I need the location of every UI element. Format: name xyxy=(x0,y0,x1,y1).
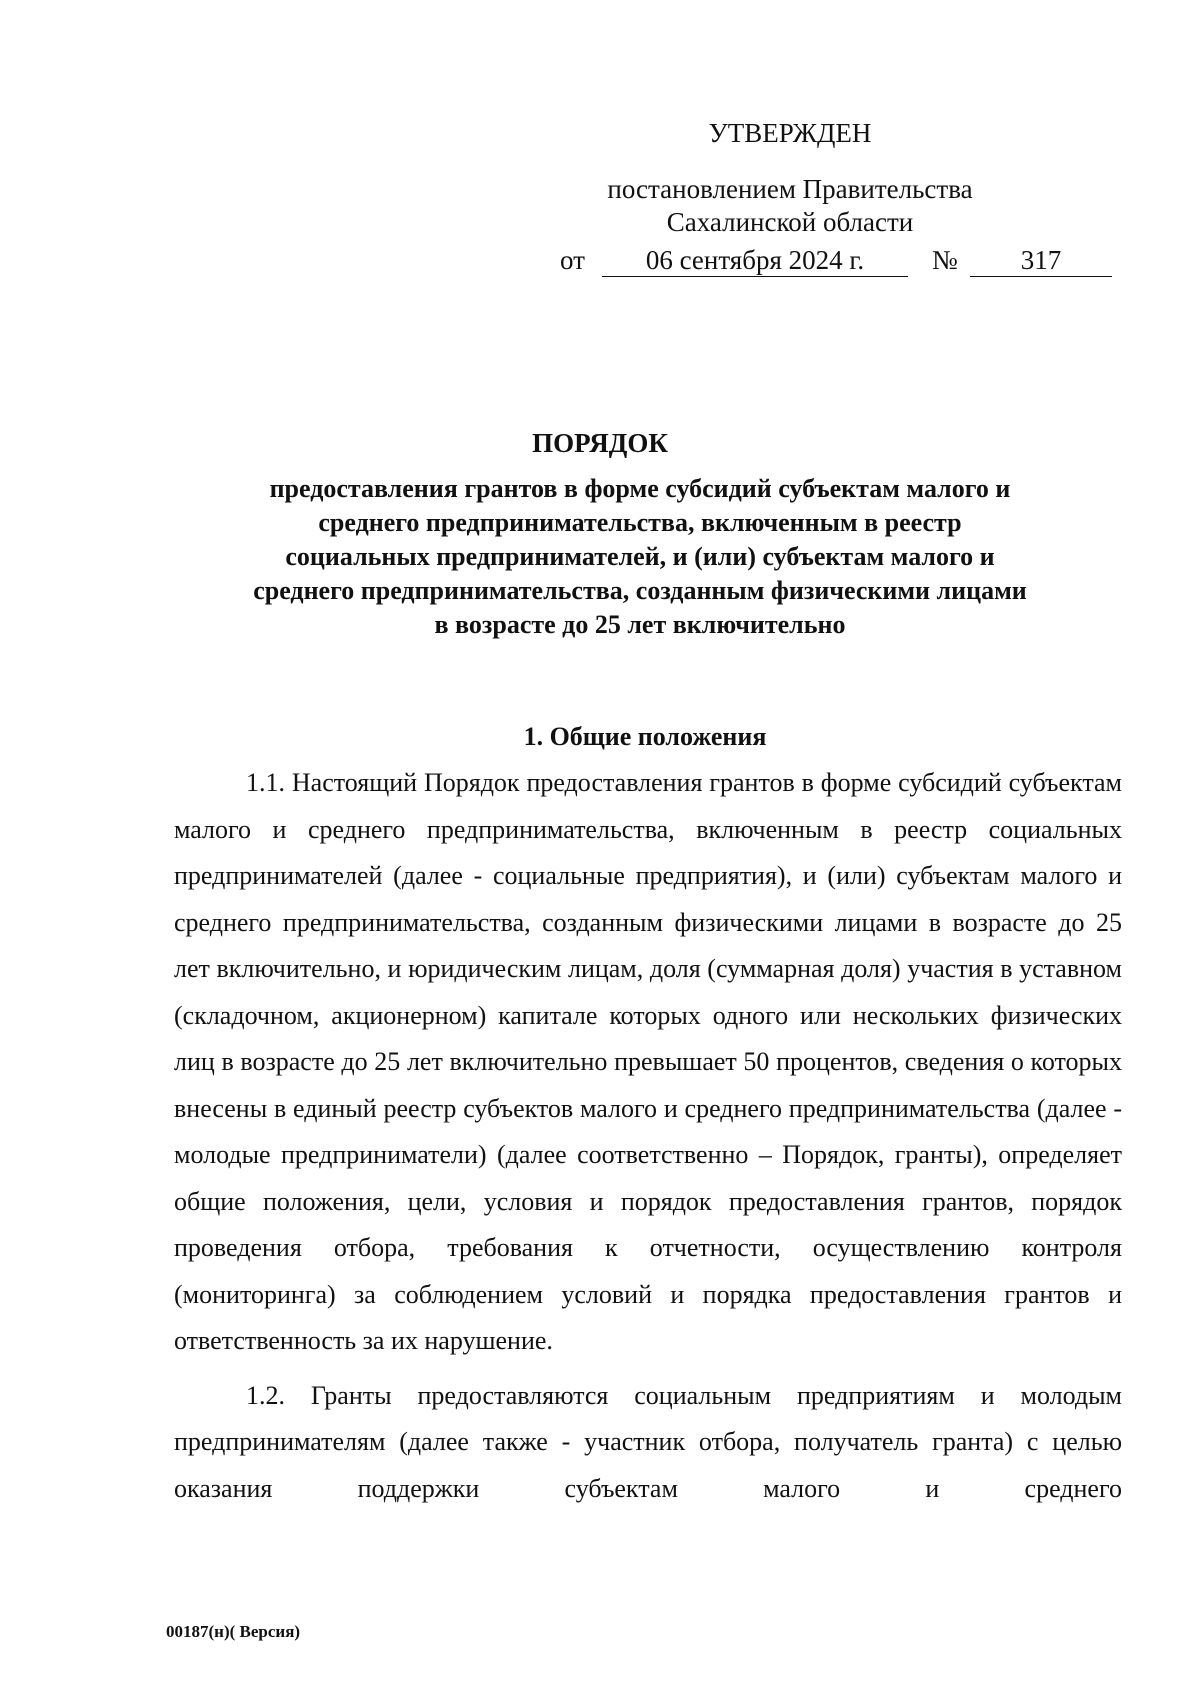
decree-line-2: Сахалинской области xyxy=(666,207,914,237)
document-body xyxy=(174,760,1122,1520)
decree-line-1: постановлением Правительства xyxy=(607,174,973,204)
document-footer-code: 00187(н)( Версия) xyxy=(166,1622,301,1641)
paragraph-1-2: 1.2. Гранты предоставляются социальным предприятиям и молодым предпринимателям (далее также - участник отбора, получатель гранта) с целью оказания поддержки субъектам малого и среднего xyxy=(174,1380,1122,1503)
section-heading: 1. Общие положения xyxy=(523,722,767,751)
document-title: ПОРЯДОК xyxy=(532,428,668,458)
paragraph-1-1: 1.1. Настоящий Порядок предоставления грантов в форме субсидий субъектам малого и среднего предпринимательства, включенным в реестр социальных предпринимателей (далее - социальные предприятия), и (или) субъектам малого и среднего предпринимательства, созданным физическими лицами в возрасте до 25 лет включительно, и юридическим лицам, доля (суммарная доля) участия в уставном (складочном, акционерном) капитале которых одного или нескольких физических лиц в возрасте до 25 лет включительно превышает 50 процентов, сведения о которых внесены в единый реестр субъектов малого и среднего предпринимательства (далее - молодые предприниматели) (далее соответственно – Порядок, гранты), определяет общие положения, цели, условия и порядок предоставления грантов, порядок проведения отбора, требования к отчетности, осуществлению контроля (мониторинга) за соблюдением условий и порядка предоставления грантов и ответственность за их нарушение. xyxy=(174,768,1122,1355)
decree-dateline xyxy=(560,245,1120,279)
decree-date: 06 сентября 2024 г. xyxy=(602,245,908,277)
approval-block xyxy=(560,118,1120,279)
decree-number: 317 xyxy=(970,245,1112,277)
number-sign: № xyxy=(932,245,958,275)
document-subtitle: предоставления грантов в форме субсидий субъектам малого и среднего предпринимательства, включенным в реестр социальных предпринимателей, и (или) субъектам малого и среднего предпринимательства, созданным физическими лицами в возрасте до 25 лет включительно xyxy=(253,474,1027,639)
decree-reference xyxy=(580,173,1000,239)
approval-stamp: УТВЕРЖДЕН xyxy=(708,118,872,148)
date-prefix: от xyxy=(560,245,585,275)
